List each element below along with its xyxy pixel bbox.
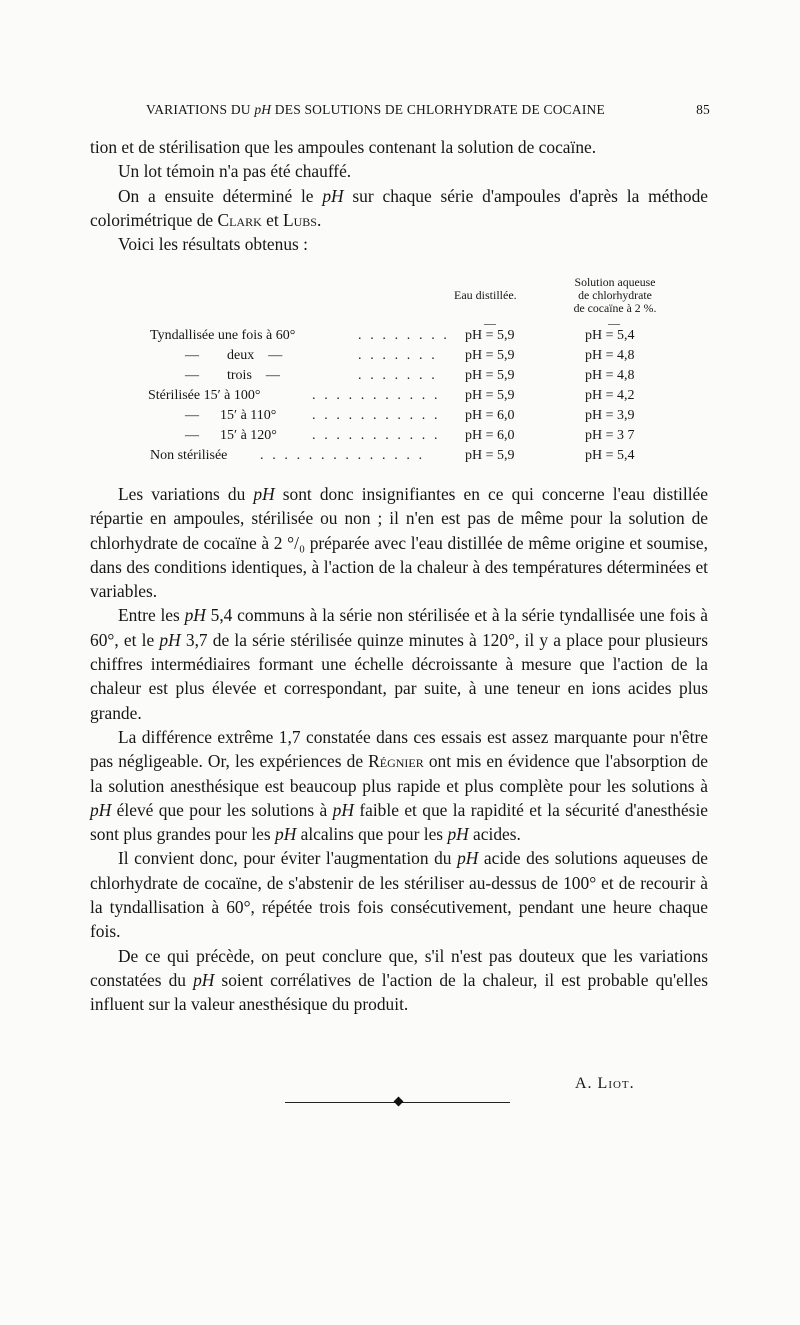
body-p1-ph: pH [253, 484, 275, 504]
row-label: — deux — [185, 348, 283, 363]
value-eau: pH = 5,9 [465, 388, 515, 403]
col-header-solution-1: Solution aqueuse [574, 275, 656, 289]
body-p3-e: alcalins que pour les [296, 824, 448, 845]
table-row [0, 348, 800, 368]
body-p4-a: Il convient donc, pour éviter l'augmentation du [118, 848, 458, 869]
body-p4-b: acide des solutions aqueuses de chlorhydrate de cocaïne, de s'abstenir de les stériliser au-dessus de 100° et de recourir à la tyndallisation à 60°, répétée trois fois consécutivement, pendant une heure chaque fois. [90, 848, 708, 942]
body-p2-ph1: pH [184, 605, 206, 626]
row-label: — 15′ à 110° [185, 408, 277, 423]
author-signature: A. Liot. [575, 1075, 635, 1092]
running-title [146, 102, 605, 118]
body-p3-d: faible et que la rapidité et la sécurité d'anesthésie sont plus grandes pour les [90, 799, 708, 845]
value-solution: pH = 4,8 [585, 348, 635, 363]
body-p5-ph: pH [193, 969, 215, 990]
row-dots: . . . . . . . [358, 348, 438, 363]
body-p2-a: Entre les [118, 605, 185, 626]
author-lubs: Lubs [283, 209, 317, 230]
value-solution: pH = 5,4 [585, 328, 635, 343]
body-paragraph-4 [90, 846, 708, 943]
value-solution: pH = 3,9 [585, 408, 635, 423]
diamond-ornament-icon [394, 1097, 404, 1107]
row-dots: . . . . . . . . . . . [312, 388, 441, 403]
body-p2-c: 3,7 de la série stérilisée quinze minutes à 120°, il y a place pour plusieurs chiffres intermédiaires formant une échelle décroissante à mesure que l'action de la chaleur est plus élevée et correspondant, par suite, à une teneur en ions acides plus grande. [90, 629, 708, 723]
row-label: Non stérilisée [150, 448, 228, 463]
body-p3-ph2: pH [332, 799, 354, 820]
body-p1-a: Les variations du [118, 484, 254, 504]
value-eau: pH = 5,9 [465, 368, 515, 383]
body-p2-ph2: pH [159, 629, 181, 650]
table-row [0, 448, 800, 468]
value-eau: pH = 6,0 [465, 408, 515, 423]
intro-p3-d: . [316, 209, 322, 230]
value-solution: pH = 4,8 [585, 368, 635, 383]
row-label: Tyndallisée une fois à 60° [150, 328, 296, 343]
table-row [0, 368, 800, 388]
col-header-eau: Eau distillée. [454, 288, 517, 302]
row-label: — trois — [185, 368, 280, 383]
col-dash-solution: — [608, 316, 620, 330]
value-solution: pH = 5,4 [585, 448, 635, 463]
running-head [140, 96, 710, 120]
body-p1-b: sont donc insignifiantes en ce qui concerne l'eau distillée répartie en ampoules, stérilisée ou non ; il n'en est pas de même pour la solution de chlorhydrate de cocaïne à 2 °/₀ préparée avec l'eau distillée de même origine et soumise, dans des conditions identiques, à l'action de la chaleur à des températures déterminées et variables. [90, 484, 708, 602]
col-header-solution-2: de chlorhydrate [578, 288, 652, 302]
table-row [0, 328, 800, 348]
value-eau: pH = 5,9 [465, 348, 515, 363]
page-number: 85 [696, 102, 710, 117]
intro-paragraph-2: Un lot témoin n'a pas été chauffé. [118, 161, 352, 182]
body-p3-a: La différence extrême 1,7 constatée dans ces essais est assez marquante pour n'être pas négligeable. Or, les expériences de [90, 726, 708, 772]
row-dots: . . . . . . . . . . . . . . [260, 448, 425, 463]
value-eau: pH = 6,0 [465, 428, 515, 443]
body-p3-ph4: pH [447, 824, 469, 845]
body-paragraph-5 [90, 944, 708, 1017]
intro-paragraph-3 [90, 184, 708, 233]
body-p3-ph3: pH [275, 824, 297, 845]
intro-paragraph-1: tion et de stérilisation que les ampoules contenant la solution de cocaïne. [90, 137, 597, 157]
row-dots: . . . . . . . . . . . [312, 428, 441, 443]
body-p4-ph: pH [457, 848, 479, 869]
running-title-pre: VARIATIONS DU [146, 102, 255, 117]
value-eau: pH = 5,9 [465, 448, 515, 463]
row-dots: . . . . . . . [358, 368, 438, 383]
row-dots: . . . . . . . . [358, 328, 450, 343]
value-eau: pH = 5,9 [465, 328, 515, 343]
table-row [0, 388, 800, 408]
intro-p3-b: sur chaque série d'ampoules d'après la méthode colorimétrique de [90, 185, 708, 230]
body-p3-f: acides. [468, 824, 521, 845]
body-p5-b: soient corrélatives de l'action de la chaleur, il est probable qu'elles influent sur la valeur anesthésique du produit. [90, 969, 708, 1015]
intro-p3-ph: pH [322, 185, 344, 206]
intro-p3-c: et [261, 209, 283, 230]
author-regnier: Régnier [368, 751, 424, 772]
intro-p3-a: On a ensuite déterminé le [118, 185, 323, 206]
value-solution: pH = 3 7 [585, 428, 635, 443]
body-p3-ph1: pH [90, 799, 112, 820]
intro-paragraph-4: Voici les résultats obtenus : [118, 234, 308, 255]
body-paragraph-3 [90, 725, 708, 846]
value-solution: pH = 4,2 [585, 388, 635, 403]
intro-section [90, 135, 708, 256]
table-row [0, 408, 800, 428]
body-p3-c: élevé que pour les solutions à [111, 799, 333, 820]
body-p3-b: ont mis en évidence que l'absorption de la solution anesthésique est beaucoup plus rapide et plus complète pour les solutions à [90, 751, 708, 796]
row-label: Stérilisée 15′ à 100° [148, 388, 261, 403]
author-clark: Clark [217, 209, 262, 230]
running-title-ph: pH [254, 102, 272, 117]
col-dash-eau: — [484, 316, 496, 330]
running-title-post: DES SOLUTIONS DE CHLORHYDRATE DE COCAINE [271, 102, 605, 117]
body-p5-a: De ce qui précède, on peut conclure que, s'il n'est pas douteux que les variations constatées du [90, 945, 708, 990]
col-header-solution [540, 276, 690, 315]
row-dots: . . . . . . . . . . . [312, 408, 441, 423]
body-p2-b: 5,4 communs à la série non stérilisée et à la série tyndallisée une fois à 60°, et le [90, 605, 708, 650]
body-paragraph-1 [90, 482, 708, 603]
row-label: — 15′ à 120° [185, 428, 277, 443]
body-section [90, 482, 708, 1017]
col-header-solution-3: de cocaïne à 2 %. [573, 301, 657, 315]
table-row [0, 428, 800, 448]
body-paragraph-2 [90, 603, 708, 724]
